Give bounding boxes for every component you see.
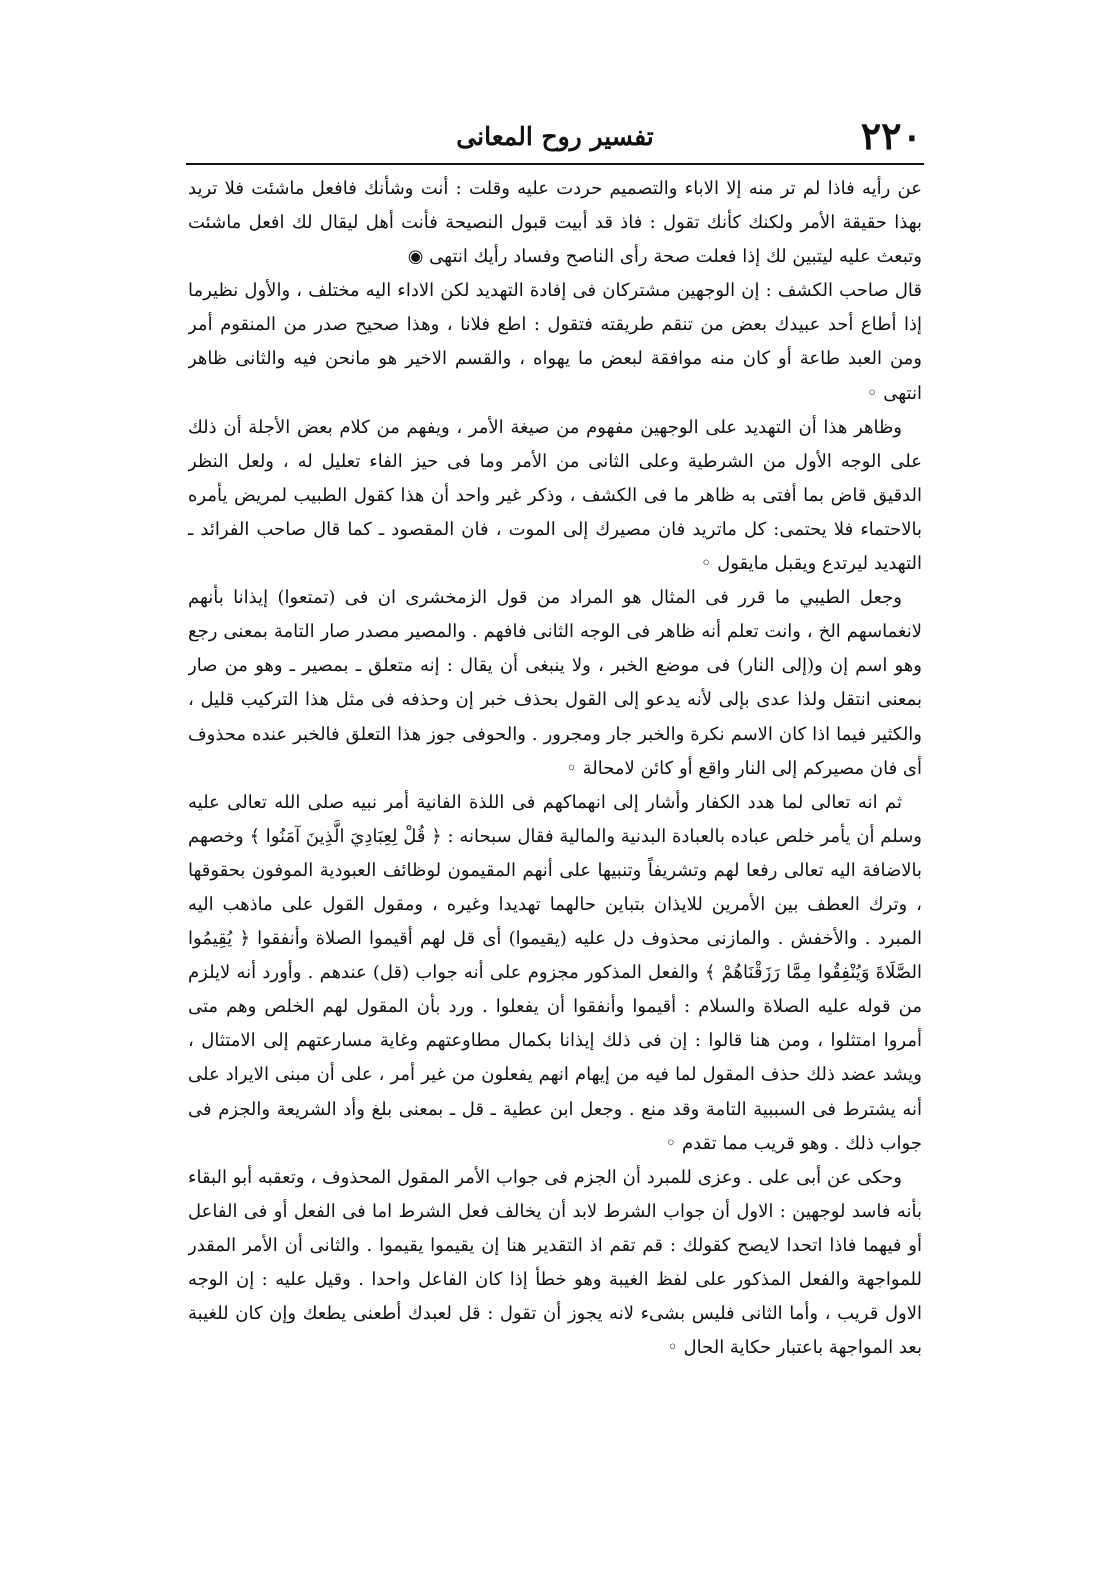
running-title: تفسير روح المعانى [456,122,654,151]
paragraph: ثم انه تعالى لما هدد الكفار وأشار إلى انهماكهم فى اللذة الفانية أمر نبيه صلى الله تعالى عليه وسلم أن يأمر خلص عباده بالعبادة البدنية والمالية فقال سبحانه : ﴿ قُلْ لِعِبَادِيَ الَّذِينَ آمَنُوا ﴾ وخصهم بالاضافة اليه تعالى رفعا لهم وتشريفاً وتنبيها على أنهم المقيمون لوظائف العبودية الموفون بحقوقها ، وترك العطف بين الأمرين للايذان بتباين حالهما تهديدا وغيره ، ومقول القول على ماذهب اليه المبرد . والأخفش . والمازنى محذوف دل عليه (يقيموا) أى قل لهم أقيموا الصلاة وأنفقوا ﴿ يُقِيمُوا الصَّلَاةَ وَيُنْفِقُوا مِمَّا رَزَقْنَاهُمْ ﴾ والفعل المذكور مجزوم على أنه جواب (قل) عندهم . وأورد أنه لايلزم من قوله عليه الصلاة والسلام : أقيموا وأنفقوا أن يفعلوا . ورد بأن المقول لهم الخلص وهم متى أمروا امتثلوا ، ومن هنا قالوا : إن فى ذلك إيذانا بكمال مطاوعتهم وغاية مسارعتهم إلى الامتثال ، ويشد عضد ذلك حذف المقول لما فيه من إيهام انهم يفعلون من غير أمر ، على أن مبنى الايراد على أنه يشترط فى السببية التامة وقد منع . وجعل ابن عطية ـ قل ـ بمعنى بلغ وأد الشريعة والجزم فى جواب ذلك . وهو قريب مما تقدم ◦ [188,791,922,1154]
page-number: ٢٢٠ [860,113,922,158]
paragraph: عن رأيه فاذا لم تر منه إلا الاباء والتصميم حردت عليه وقلت : أنت وشأنك فافعل ماشئت فلا تريد بهذا حقيقة الأمر ولكنك كأنك تقول : فاذ قد أبيت قبول النصيحة فأنت أهل ليقال لك افعل ماشئت وتبعث عليه ليتبين لك إذا فعلت صحة رأى الناصح وفساد رأيك انتهى ◉ [188,178,922,268]
page-header [188,113,922,158]
paragraph: وظاهر هذا أن التهديد على الوجهين مفهوم من صيغة الأمر ، ويفهم من كلام بعض الأجلة أن ذلك على الوجه الأول من الشرطية وعلى الثانى من الأمر وما فى حيز الفاء تعليل له ، ولعل النظر الدقيق قاض بما أفتى به ظاهر ما فى الكشف ، وذكر غير واحد أن هذا كقول الطبيب لمريض يأمره بالاحتماء فلا يحتمى: كل ماتريد فان مصيرك إلى الموت ، فان المقصود ـ كما قال صاحب الفرائد ـ التهديد ليرتدع ويقبل مايقول ◦ [188,416,922,575]
page-body [188,172,922,1482]
paragraph: وجعل الطيبي ما قرر فى المثال هو المراد من قول الزمخشرى ان فى (تمتعوا) إيذانا بأنهم لانغماسهم الخ ، وانت تعلم أنه ظاهر فى الوجه الثانى فافهم . والمصير مصدر صار التامة بمعنى رجع وهو اسم إن و(إلى النار) فى موضع الخبر ، ولا ينبغى أن يقال : إنه متعلق ـ بمصير ـ وهو من صار بمعنى انتقل ولذا عدى بإلى لأنه يدعو إلى القول بحذف خبر إن وحذفه فى مثل هذا التركيب قليل ، والكثير فيما اذا كان الاسم نكرة والخبر جار ومجرور . والحوفى جوز هذا التعلق فالخبر عنده محذوف أى فان مصيركم إلى النار واقع أو كائن لامحالة ◦ [188,587,922,779]
paragraph: وحكى عن أبى على . وعزى للمبرد أن الجزم فى جواب الأمر المقول المحذوف ، وتعقبه أبو البقاء بأنه فاسد لوجهين : الاول أن جواب الشرط لابد أن يخالف فعل الشرط اما فى الفعل أو فى الفاعل أو فيهما فاذا اتحدا لايصح كقولك : قم تقم اذ التقدير هنا إن يقيموا يقيموا . والثانى أن الأمر المقدر للمواجهة والفعل المذكور على لفظ الغيبة وهو خطأ إذا كان الفاعل واحدا . وقيل عليه : إن الوجه الاول قريب ، وأما الثانى فليس بشىء لانه يجوز أن تقول : قل لعبدك أطعنى يطعك وإن كان للغيبة بعد المواجهة باعتبار حكاية الحال ◦ [188,1166,922,1359]
header-rule [186,163,924,165]
paragraph: قال صاحب الكشف : إن الوجهين مشتركان فى إفادة التهديد لكن الاداء اليه مختلف ، والأول نظيرما إذا أطاع أحد عبيدك بعض من تنقم طريقته فتقول : اطع فلانا ، وهذا صحيح صدر من المنقوم أمر ومن العبد طاعة أو كان منه موافقة لبعض ما يهواه ، والقسم الاخير هو مانحن فيه والثانى ظاهر انتهى ◦ [188,280,922,404]
